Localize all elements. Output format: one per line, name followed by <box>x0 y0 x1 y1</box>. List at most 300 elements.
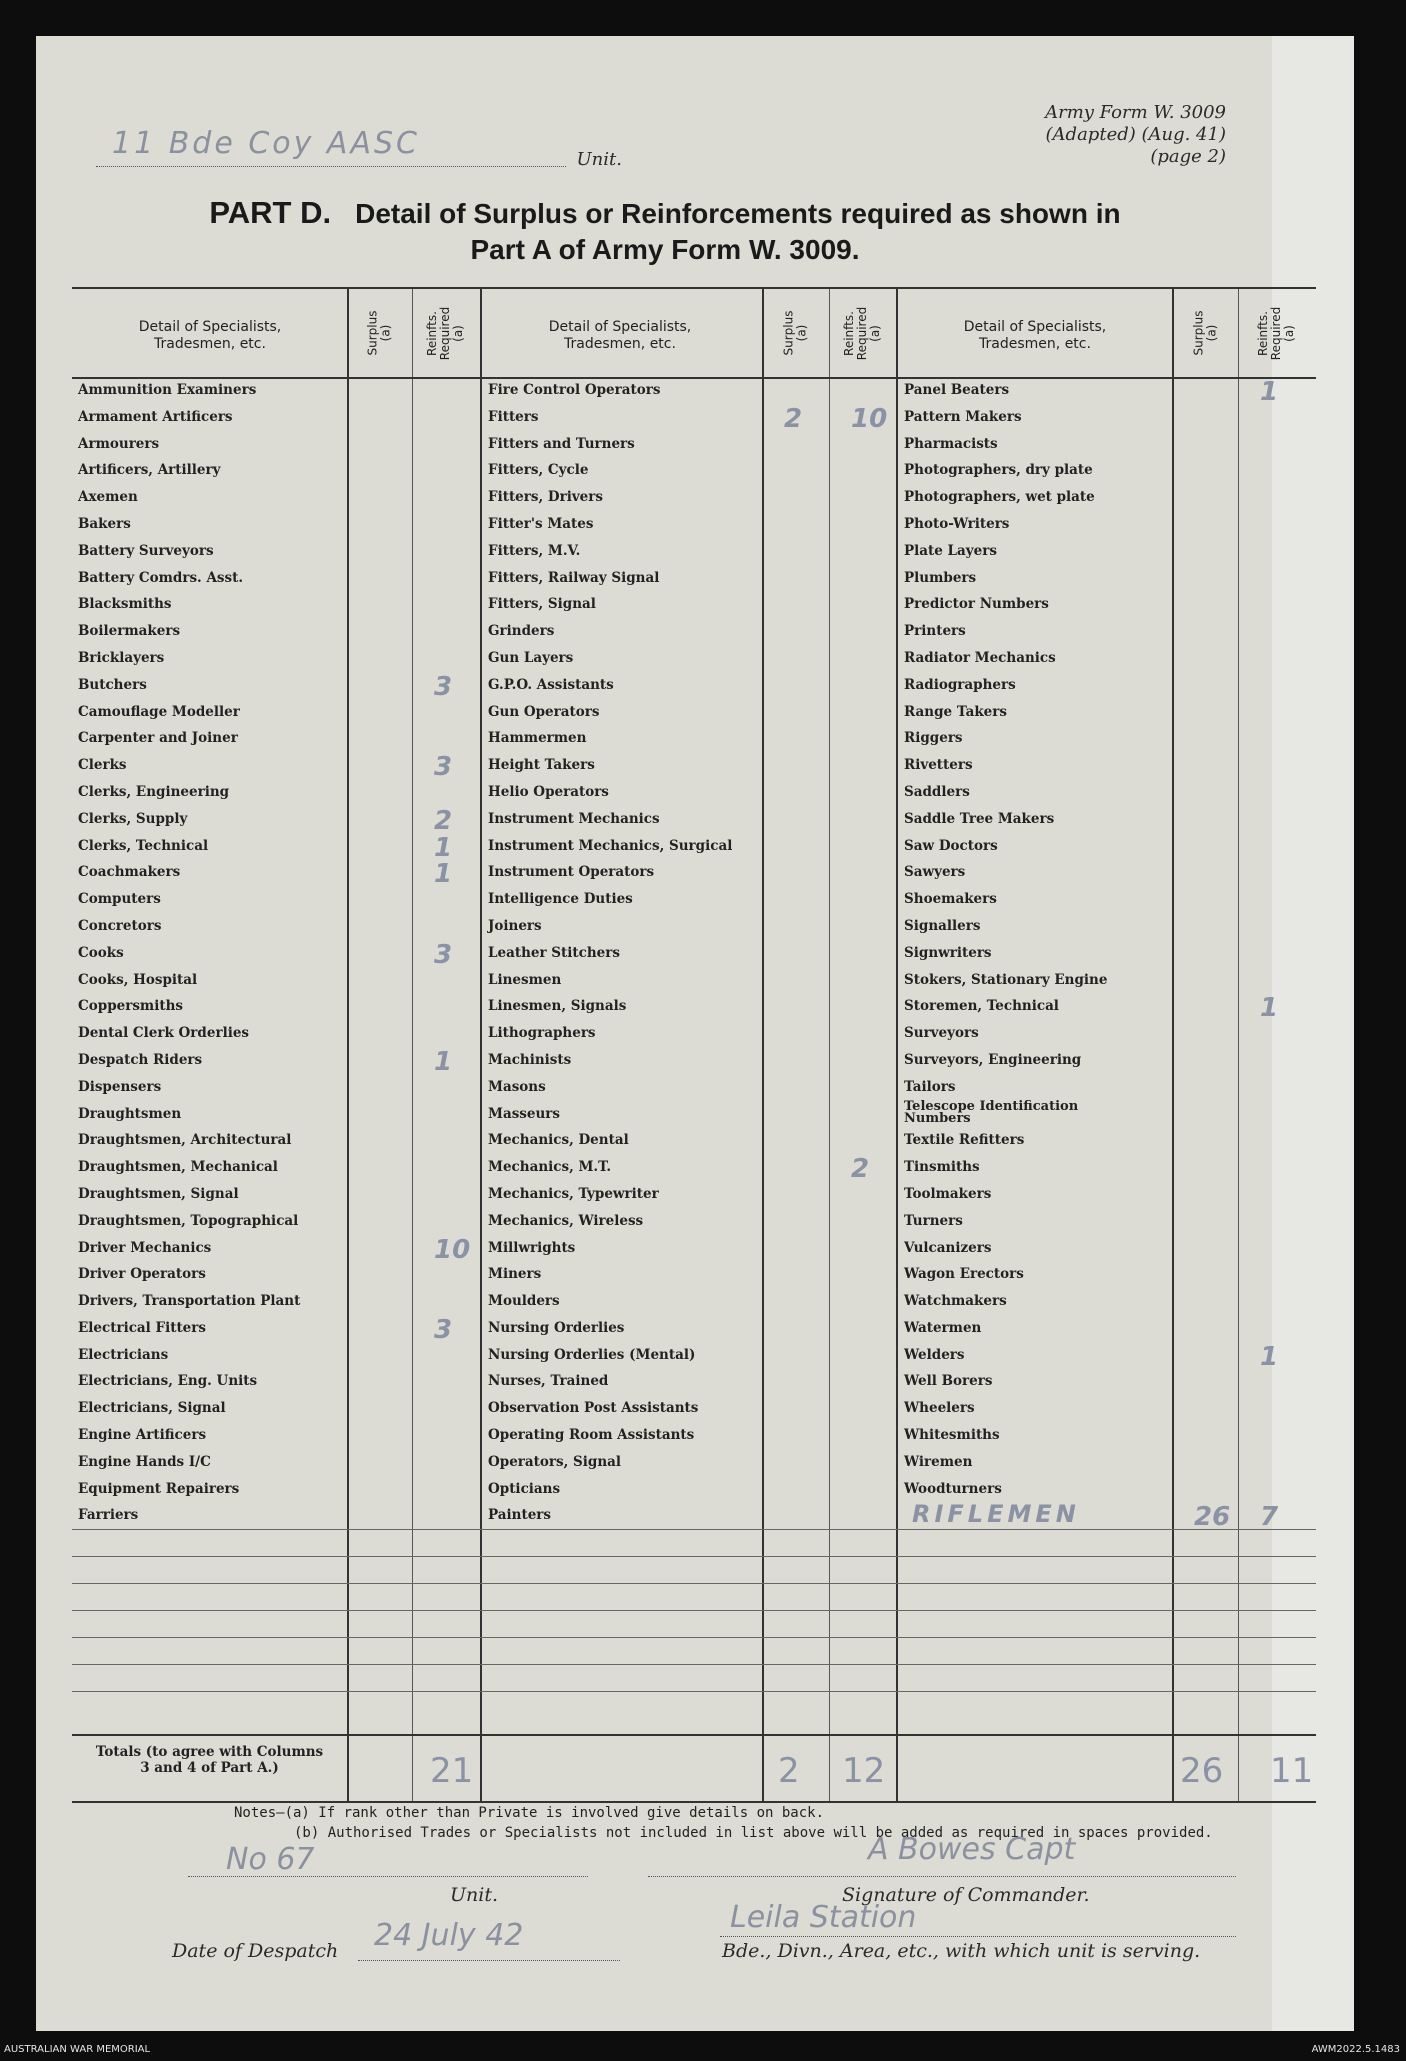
table-row <box>898 967 1316 994</box>
reinfts-cell: 1 <box>1260 377 1279 407</box>
row-label: Mechanics, Wireless <box>488 1212 644 1229</box>
row-label: Blacksmiths <box>78 596 172 613</box>
table-row <box>482 967 896 994</box>
row-label: Fitters, Drivers <box>488 489 603 506</box>
table-row <box>72 1342 480 1369</box>
row-label: Woodturners <box>904 1480 1002 1497</box>
row-label: Fitters and Turners <box>488 435 635 452</box>
table-row <box>482 886 896 913</box>
commander-signature: A Bowes Capt <box>868 1832 1076 1867</box>
reinfts-cell: 3 <box>434 752 453 783</box>
row-label: Masseurs <box>488 1105 561 1122</box>
table-row <box>898 1395 1316 1422</box>
total-col2-reinfts: 12 <box>842 1751 886 1791</box>
table-row <box>72 939 480 970</box>
table-row <box>482 913 896 940</box>
row-label: Farriers <box>78 1507 139 1524</box>
table-row <box>482 484 896 511</box>
row-label: Fitter's Mates <box>488 515 594 532</box>
row-label: Driver Operators <box>78 1266 206 1283</box>
table-row <box>72 752 480 783</box>
row-label: Tailors <box>904 1078 956 1095</box>
table-row <box>482 1181 896 1208</box>
table-row <box>898 1127 1316 1154</box>
reinfts-cell: 7 <box>1260 1502 1279 1533</box>
table-row <box>72 671 480 702</box>
row-label: Mechanics, Dental <box>488 1132 629 1149</box>
reinfts-cell: 3 <box>434 671 453 702</box>
footer-left: AUSTRALIAN WAR MEMORIAL <box>4 2044 151 2055</box>
table-row <box>898 1315 1316 1342</box>
row-label: Linesmen <box>488 971 562 988</box>
row-label: Sawyers <box>904 864 966 881</box>
row-label: Saddlers <box>904 783 970 800</box>
row-label: Draughtsmen <box>78 1105 182 1122</box>
total-col1-reinfts: 21 <box>430 1751 474 1791</box>
table-row <box>72 725 480 752</box>
surplus-header-3 <box>1172 289 1238 377</box>
row-label: Instrument Operators <box>488 864 655 881</box>
row-label: Welders <box>904 1346 965 1363</box>
table-row <box>898 913 1316 940</box>
table-row <box>898 1181 1316 1208</box>
table-row <box>898 699 1316 726</box>
table-row <box>482 806 896 833</box>
row-label: Watchmakers <box>904 1293 1007 1310</box>
row-label: Pharmacists <box>904 435 998 452</box>
row-label: Camouflage Modeller <box>78 703 240 720</box>
row-label: Radiographers <box>904 676 1016 693</box>
row-label: Whitesmiths <box>904 1427 1000 1444</box>
reinfts-cell: 1 <box>1260 993 1279 1024</box>
table-row <box>898 1047 1316 1074</box>
table-row <box>482 1502 896 1529</box>
table-row <box>482 377 896 404</box>
row-label: Wheelers <box>904 1400 975 1417</box>
row-label: Plate Layers <box>904 542 997 559</box>
row-label: Cooks, Hospital <box>78 971 198 988</box>
row-label: Armourers <box>78 435 160 452</box>
reinfts-cell: 10 <box>851 403 888 434</box>
row-label: Gun Operators <box>488 703 600 720</box>
row-label: Photo-Writers <box>904 515 1010 532</box>
table-row <box>482 1047 896 1074</box>
row-label: Helio Operators <box>488 783 609 800</box>
row-label: Fitters, M.V. <box>488 542 581 559</box>
specialists-table <box>72 287 1316 1803</box>
row-label: Fire Control Operators <box>488 382 661 398</box>
table-row <box>482 591 896 618</box>
table-row <box>482 645 896 672</box>
table-row <box>72 591 480 618</box>
table-row <box>898 940 1316 967</box>
row-label: Clerks, Engineering <box>78 783 230 800</box>
row-label: Textile Refitters <box>904 1132 1025 1149</box>
row-label: Photographers, wet plate <box>904 489 1095 506</box>
table-row <box>482 1020 896 1047</box>
table-row <box>72 967 480 994</box>
row-label: Panel Beaters <box>904 382 1010 398</box>
row-label: Mechanics, M.T. <box>488 1159 612 1176</box>
bde-label: Bde., Divn., Area, etc., with which unit is serving. <box>722 1940 1201 1962</box>
table-row <box>72 377 480 404</box>
blank-row-line <box>72 1637 1316 1638</box>
table-row <box>482 699 896 726</box>
row-label: Predictor Numbers <box>904 596 1049 613</box>
total-col2-surplus: 2 <box>778 1751 800 1791</box>
blank-row-line <box>72 1664 1316 1665</box>
total-col3-reinfts: 11 <box>1270 1751 1314 1791</box>
table-row <box>898 377 1316 407</box>
form-adapted: (Adapted) (Aug. 41) <box>1045 124 1226 145</box>
total-col3-surplus: 26 <box>1180 1751 1224 1791</box>
row-label: Vulcanizers <box>904 1239 992 1256</box>
table-row <box>72 993 480 1020</box>
table-row <box>898 1368 1316 1395</box>
row-label: Engine Artificers <box>78 1427 207 1444</box>
table-row <box>482 1476 896 1503</box>
table-row <box>72 1368 480 1395</box>
row-label: Rivetters <box>904 757 973 774</box>
table-row <box>898 1341 1316 1372</box>
table-row <box>72 1476 480 1503</box>
table-row <box>72 565 480 592</box>
row-label: Saddle Tree Makers <box>904 810 1055 827</box>
table-row <box>482 538 896 565</box>
row-label: Lithographers <box>488 1025 596 1042</box>
page-title <box>150 195 1180 268</box>
row-label: Machinists <box>488 1051 572 1068</box>
table-row <box>72 457 480 484</box>
surplus-header-text: Surplus (a) <box>1191 310 1218 356</box>
row-label: Range Takers <box>904 703 1007 720</box>
row-label: Shoemakers <box>904 891 997 908</box>
unit-field <box>96 126 622 170</box>
surplus-header-text: Surplus (a) <box>365 310 393 356</box>
row-label: Axemen <box>78 489 138 506</box>
row-label: Gun Layers <box>488 649 574 666</box>
row-label: Well Borers <box>904 1373 993 1390</box>
table-row <box>898 1422 1316 1449</box>
table-row <box>482 1288 896 1315</box>
row-label: Cooks <box>78 944 124 961</box>
table-row <box>898 1261 1316 1288</box>
table-row <box>898 725 1316 752</box>
reinfts-cell: 1 <box>434 832 453 863</box>
row-label: Bakers <box>78 515 131 532</box>
table-row <box>898 511 1316 538</box>
row-label: Intelligence Duties <box>488 891 633 908</box>
table-row <box>72 484 480 511</box>
table-row <box>898 1288 1316 1315</box>
table-row <box>72 1181 480 1208</box>
table-row <box>898 859 1316 886</box>
commander-line <box>648 1866 1236 1877</box>
form-number: Army Form W. 3009 <box>1045 102 1226 123</box>
row-label: Riggers <box>904 730 963 747</box>
row-label: Driver Mechanics <box>78 1239 212 1256</box>
row-label: Draughtsmen, Mechanical <box>78 1159 278 1176</box>
row-label: Electricians <box>78 1346 169 1363</box>
footer-right: AWM2022.5.1483 <box>1311 2044 1400 2055</box>
row-label: Instrument Mechanics, Surgical <box>488 837 733 854</box>
detail-header-2 <box>500 319 740 353</box>
table-row <box>72 886 480 913</box>
row-label: Mechanics, Typewriter <box>488 1185 659 1202</box>
table-row <box>482 511 896 538</box>
row-label: Fitters, Cycle <box>488 462 589 479</box>
table-row <box>898 1074 1316 1101</box>
row-label: Miners <box>488 1266 542 1283</box>
table-row <box>898 1235 1316 1262</box>
row-label: Dental Clerk Orderlies <box>78 1025 250 1042</box>
row-label: Clerks <box>78 757 127 774</box>
commander-label: Signature of Commander. <box>842 1884 1090 1906</box>
blank-row-line <box>72 1583 1316 1584</box>
detail-header-text: Detail of Specialists, Tradesmen, etc. <box>548 319 692 352</box>
table-row <box>898 1020 1316 1047</box>
table-row <box>898 457 1316 484</box>
table-row <box>898 591 1316 618</box>
table-row <box>898 431 1316 458</box>
row-label: Stokers, Stationary Engine <box>904 971 1108 988</box>
row-label: Signallers <box>904 917 981 934</box>
table-row <box>72 1101 480 1128</box>
table-row <box>482 565 896 592</box>
surplus-cell: 26 <box>1194 1502 1231 1533</box>
reinfts-header-3 <box>1238 289 1316 377</box>
row-label: Opticians <box>488 1480 561 1497</box>
row-label: Linesmen, Signals <box>488 998 627 1015</box>
table-row <box>898 404 1316 431</box>
table-row <box>898 1449 1316 1476</box>
reinfts-header-text: Reinfts. Required (a) <box>425 306 466 360</box>
table-row <box>482 1261 896 1288</box>
row-label: Wagon Erectors <box>904 1266 1024 1283</box>
row-label: Saw Doctors <box>904 837 998 854</box>
row-label: Plumbers <box>904 569 977 586</box>
table-row <box>72 1449 480 1476</box>
totals-rule <box>72 1734 1316 1736</box>
row-label: Ammunition Examiners <box>78 382 257 398</box>
row-label: Clerks, Supply <box>78 810 188 827</box>
row-label: Electricians, Signal <box>78 1400 226 1417</box>
reinfts-cell: 2 <box>851 1154 870 1185</box>
unit-bottom-label: Unit. <box>450 1884 499 1906</box>
unit-bottom-handwritten: No 67 <box>226 1842 315 1877</box>
reinfts-cell: 1 <box>434 1046 453 1077</box>
totals-label-text: Totals (to agree with Columns 3 and 4 of Part A.) <box>95 1744 324 1776</box>
row-label: Battery Comdrs. Asst. <box>78 569 244 586</box>
row-label: Drivers, Transportation Plant <box>78 1293 301 1310</box>
surplus-cell: 2 <box>784 403 803 434</box>
table-row <box>72 1127 480 1154</box>
unit-handwritten: 11 Bde Coy AASC <box>112 126 420 161</box>
table-row <box>898 779 1316 806</box>
table-row <box>898 565 1316 592</box>
row-label: Observation Post Assistants <box>488 1400 699 1417</box>
table-row <box>72 1020 480 1047</box>
row-label: Masons <box>488 1078 546 1095</box>
row-label: Surveyors <box>904 1025 979 1042</box>
table-row <box>72 699 480 726</box>
date-label: Date of Despatch <box>172 1940 339 1962</box>
table-row <box>482 618 896 645</box>
date-handwritten: 24 July 42 <box>374 1918 524 1953</box>
row-label: Nursing Orderlies <box>488 1319 625 1336</box>
blank-row-line <box>72 1610 1316 1611</box>
row-label: Wiremen <box>904 1453 973 1470</box>
row-label: Coppersmiths <box>78 998 183 1015</box>
row-label: Instrument Mechanics <box>488 810 660 827</box>
reinfts-cell: 3 <box>434 1314 453 1345</box>
table-row <box>72 1261 480 1288</box>
row-label: Millwrights <box>488 1239 576 1256</box>
row-label: Storemen, Technical <box>904 998 1059 1015</box>
row-label: Leather Stitchers <box>488 944 620 961</box>
title-part: PART D. <box>209 195 332 230</box>
row-label: Radiator Mechanics <box>904 649 1056 666</box>
table-row <box>72 859 480 890</box>
table-row <box>72 431 480 458</box>
table-row <box>72 1288 480 1315</box>
row-label: Hammermen <box>488 730 587 747</box>
table-row <box>898 645 1316 672</box>
row-label: Operating Room Assistants <box>488 1427 695 1444</box>
row-label: Joiners <box>488 917 542 934</box>
detail-header-text: Detail of Specialists, Tradesmen, etc. <box>138 319 282 352</box>
form-page-number: (page 2) <box>1150 146 1226 167</box>
table-row <box>72 618 480 645</box>
reinfts-header-1 <box>412 289 480 377</box>
surplus-header-1 <box>347 289 412 377</box>
table-row <box>482 457 896 484</box>
row-label: Electricians, Eng. Units <box>78 1373 258 1390</box>
table-row <box>482 431 896 458</box>
table-row <box>482 1422 896 1449</box>
table-row <box>898 886 1316 913</box>
blank-row-line <box>72 1556 1316 1557</box>
row-label: Tinsmiths <box>904 1159 980 1176</box>
row-label: Engine Hands I/C <box>78 1453 211 1470</box>
table-row <box>482 1342 896 1369</box>
row-label: Height Takers <box>488 757 595 774</box>
table-row <box>72 779 480 806</box>
detail-header-text: Detail of Specialists, Tradesmen, etc. <box>963 319 1107 352</box>
table-row <box>482 1395 896 1422</box>
table-column-1 <box>72 377 480 1529</box>
row-label: Computers <box>78 891 161 908</box>
table-row <box>72 1422 480 1449</box>
table-row <box>482 1315 896 1342</box>
unit-label: Unit. <box>576 149 622 170</box>
table-row <box>72 832 480 863</box>
table-row <box>898 752 1316 779</box>
table-row <box>898 538 1316 565</box>
row-label: Nurses, Trained <box>488 1373 609 1390</box>
table-row <box>72 404 480 431</box>
table-row <box>898 993 1316 1024</box>
table-column-3 <box>898 377 1316 1533</box>
table-row <box>72 1502 480 1529</box>
detail-header-3 <box>915 319 1155 353</box>
table-row <box>482 859 896 886</box>
row-label: Operators, Signal <box>488 1453 622 1470</box>
reinfts-header-text: Reinfts. Required (a) <box>1256 306 1297 360</box>
table-row <box>898 1098 1316 1128</box>
detail-header-1 <box>90 319 330 353</box>
row-label: Turners <box>904 1212 963 1229</box>
row-label: Pattern Makers <box>904 408 1022 425</box>
row-label: Electrical Fitters <box>78 1319 206 1336</box>
reinfts-header-text: Reinfts. Required (a) <box>841 306 882 360</box>
reinfts-cell: 3 <box>434 939 453 970</box>
row-label: Despatch Riders <box>78 1051 203 1068</box>
row-label: Signwriters <box>904 944 992 961</box>
row-label: G.P.O. Assistants <box>488 676 614 693</box>
row-label: Butchers <box>78 676 147 693</box>
table-row <box>72 1154 480 1181</box>
table-row <box>72 913 480 940</box>
row-label: Equipment Repairers <box>78 1480 240 1497</box>
row-label: Painters <box>488 1507 552 1524</box>
row-label: Bricklayers <box>78 649 165 666</box>
table-row <box>482 993 896 1020</box>
blank-row-line <box>72 1691 1316 1692</box>
table-row <box>482 1208 896 1235</box>
bde-handwritten: Leila Station <box>730 1900 917 1935</box>
table-row <box>482 1449 896 1476</box>
table-row <box>72 1395 480 1422</box>
row-label: Dispensers <box>78 1078 162 1095</box>
table-row <box>482 1235 896 1262</box>
table-row <box>72 1314 480 1345</box>
table-row <box>72 538 480 565</box>
table-row <box>482 833 896 860</box>
table-row <box>898 833 1316 860</box>
row-label: Coachmakers <box>78 864 181 881</box>
row-label: Boilermakers <box>78 623 181 640</box>
table-row <box>482 725 896 752</box>
totals-label <box>72 1744 347 1776</box>
reinfts-cell: 10 <box>434 1234 471 1265</box>
row-label: Grinders <box>488 623 555 640</box>
row-label: Printers <box>904 623 966 640</box>
row-label: Battery Surveyors <box>78 542 214 559</box>
form-identifier <box>1000 102 1226 168</box>
table-row <box>482 672 896 699</box>
table-row <box>72 1208 480 1235</box>
row-label: Armament Artificers <box>78 408 233 425</box>
row-label: Fitters <box>488 408 539 425</box>
table-row <box>898 1476 1316 1503</box>
row-label: Concretors <box>78 917 162 934</box>
table-row <box>72 645 480 672</box>
table-row <box>482 779 896 806</box>
reinfts-cell: 1 <box>434 859 453 890</box>
table-row <box>482 1154 896 1185</box>
row-label: Toolmakers <box>904 1185 992 1202</box>
row-label: Artificers, Artillery <box>78 462 221 479</box>
row-label: Fitters, Signal <box>488 596 596 613</box>
table-row <box>898 672 1316 699</box>
row-label: Draughtsmen, Architectural <box>78 1132 292 1149</box>
table-row <box>482 940 896 967</box>
table-row <box>898 1154 1316 1181</box>
row-label: Photographers, dry plate <box>904 462 1093 479</box>
table-row <box>72 1046 480 1077</box>
note-a: Notes—(a) If rank other than Private is involved give details on back. <box>234 1805 825 1821</box>
